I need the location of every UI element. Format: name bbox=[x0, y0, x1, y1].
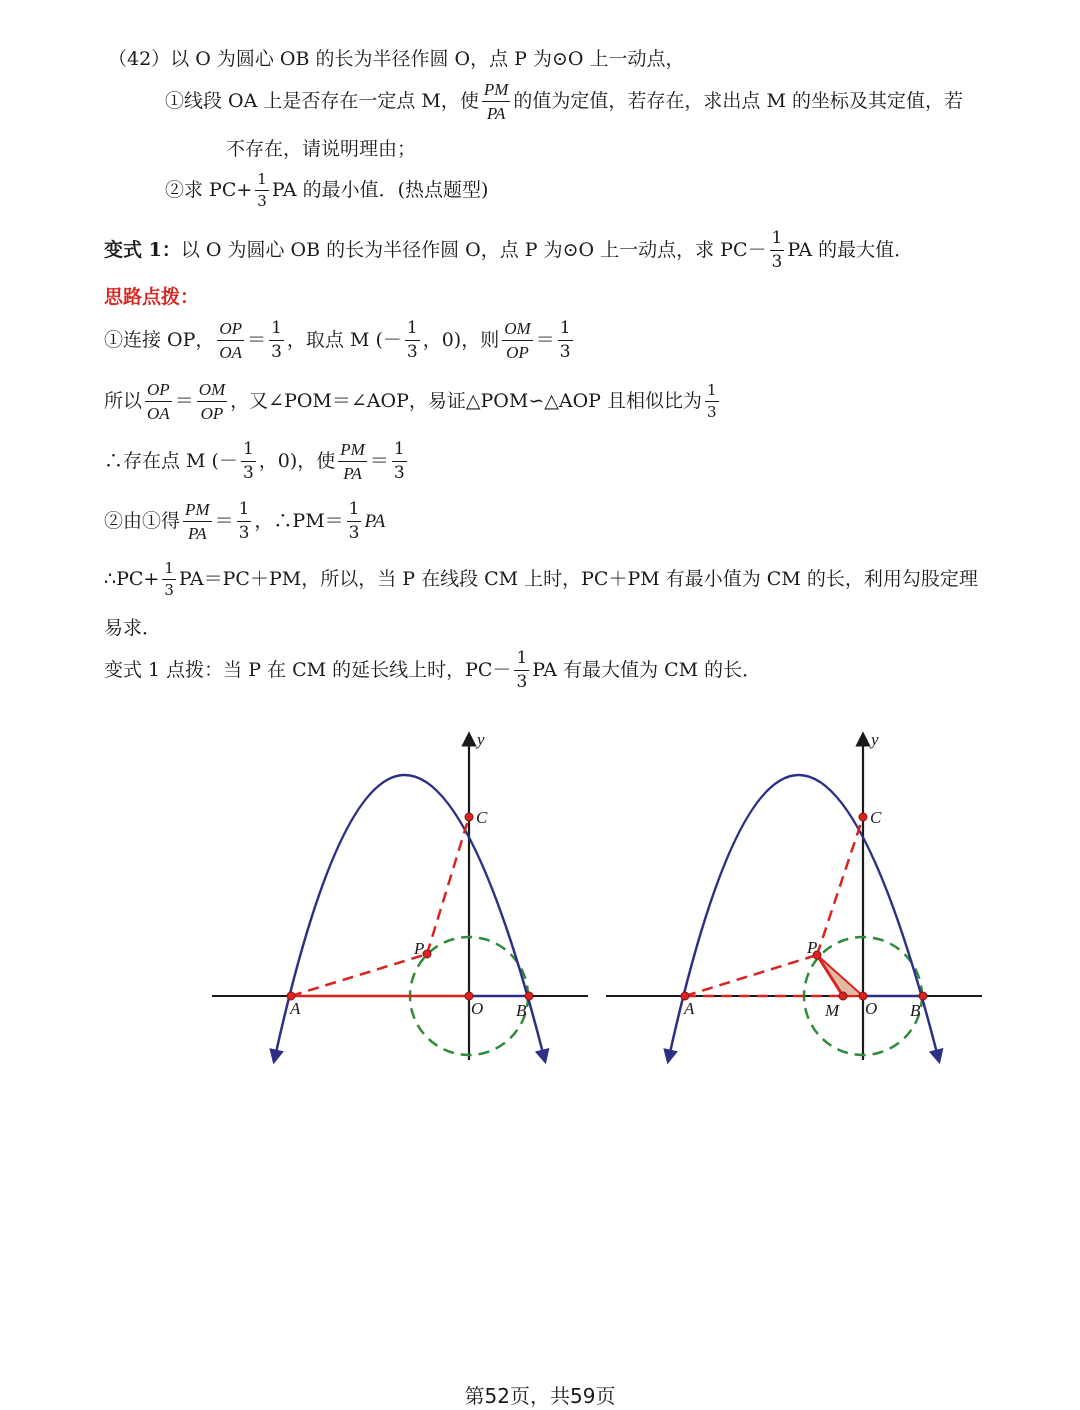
fraction-numerator: 1 bbox=[705, 383, 719, 402]
label-p: P bbox=[414, 939, 425, 958]
label-c: C bbox=[476, 808, 488, 827]
question-part2 bbox=[165, 172, 488, 210]
fraction-denominator: PA bbox=[486, 103, 506, 123]
fraction-numerator: 1 bbox=[770, 230, 785, 251]
fraction-numerator: 1 bbox=[405, 320, 420, 341]
fraction-one-third bbox=[705, 383, 719, 421]
fraction-numerator: OM bbox=[502, 320, 532, 341]
solution-step-2 bbox=[104, 381, 722, 423]
hint-title: 思路点拨： bbox=[104, 286, 200, 308]
fraction-denominator: 3 bbox=[771, 251, 783, 272]
fraction-denominator: 3 bbox=[257, 191, 267, 210]
fraction-one-third bbox=[162, 561, 176, 599]
part2-text-b: PA 的最小值．(热点题型) bbox=[271, 179, 489, 202]
fraction-numerator: OP bbox=[145, 381, 172, 402]
fraction-numerator: PM bbox=[482, 81, 511, 102]
solution-step-5 bbox=[104, 561, 978, 599]
y-axis-label: y bbox=[477, 730, 485, 749]
fraction-denominator: 3 bbox=[706, 402, 717, 421]
fraction-denominator: OA bbox=[147, 403, 170, 423]
parabola bbox=[275, 775, 544, 1057]
fraction-one-third bbox=[241, 441, 256, 483]
fraction-one-third bbox=[558, 320, 573, 362]
point-c bbox=[465, 813, 473, 821]
fraction-denominator: PA bbox=[188, 523, 207, 543]
variant-label: 变式 1： bbox=[104, 239, 181, 262]
solution-step-5-cont: 易求． bbox=[104, 617, 162, 639]
fraction-denominator: 3 bbox=[164, 580, 174, 599]
fraction-one-third bbox=[237, 501, 252, 543]
label-m: M bbox=[825, 1001, 840, 1020]
fraction-one-third bbox=[514, 650, 529, 692]
step3-text-b: ，0)，使 bbox=[258, 450, 336, 473]
equals-sign: ＝ bbox=[214, 510, 234, 533]
step1-text-a: ①连接 OP， bbox=[104, 329, 215, 352]
label-p: P bbox=[807, 938, 818, 957]
step1-text-b: ，取点 M (－ bbox=[286, 329, 402, 352]
variant-hint bbox=[104, 650, 761, 692]
fraction-denominator: 3 bbox=[559, 341, 571, 362]
solution-step-4 bbox=[104, 501, 385, 543]
segment-pc bbox=[817, 817, 863, 955]
part1-text-a: ①线段 OA 上是否存在一定点 M，使 bbox=[165, 90, 479, 113]
fraction-denominator: 3 bbox=[238, 522, 250, 543]
fraction-denominator: 3 bbox=[348, 522, 360, 543]
fraction-denominator: PA bbox=[343, 463, 362, 483]
figure-left bbox=[200, 725, 600, 1075]
fraction-op-oa bbox=[217, 320, 244, 362]
fraction-om-op bbox=[197, 381, 227, 423]
fraction-numerator: 1 bbox=[269, 320, 284, 341]
step5-text-b: PA＝PC＋PM，所以，当 P 在线段 CM 上时，PC＋PM 有最小值为 CM 的长，利用勾股定理 bbox=[178, 568, 978, 591]
step4-text-a: ②由①得 bbox=[104, 510, 181, 533]
fraction-numerator: 1 bbox=[347, 501, 362, 522]
step2-text-a: 所以 bbox=[104, 390, 143, 413]
point-b bbox=[525, 992, 533, 1000]
question-intro bbox=[108, 50, 684, 69]
fraction-numerator: OM bbox=[197, 381, 227, 402]
fraction-one-third bbox=[269, 320, 284, 362]
label-c: C bbox=[870, 808, 882, 827]
label-b: B bbox=[516, 1001, 527, 1020]
equals-sign: ＝ bbox=[535, 329, 555, 352]
question-part1-cont bbox=[226, 140, 416, 159]
fraction-om-op bbox=[502, 320, 532, 362]
fraction-pm-pa bbox=[482, 81, 511, 123]
equals-sign: ＝ bbox=[369, 450, 389, 473]
point-c bbox=[859, 813, 867, 821]
equals-sign: ＝ bbox=[247, 329, 267, 352]
label-o: O bbox=[471, 999, 484, 1018]
fraction-denominator: 3 bbox=[393, 462, 405, 483]
segment-pc bbox=[427, 817, 469, 954]
fraction-numerator: 1 bbox=[162, 561, 176, 580]
y-axis-label: y bbox=[871, 730, 879, 749]
step4-text-b: ，∴PM＝ bbox=[254, 510, 344, 533]
variant-text-b: PA 的最大值． bbox=[787, 239, 914, 262]
variant-text-a: 以 O 为圆心 OB 的长为半径作圆 O，点 P 为⊙O 上一动点，求 PC－ bbox=[180, 239, 767, 262]
solution-step-1 bbox=[104, 320, 576, 362]
figure-right bbox=[594, 725, 994, 1075]
point-b bbox=[919, 992, 927, 1000]
page-footer: 第52页，共59页 bbox=[464, 1384, 616, 1408]
question-part1 bbox=[165, 81, 963, 123]
fraction-one-third bbox=[405, 320, 420, 362]
fraction-pm-pa bbox=[338, 441, 367, 483]
label-a: A bbox=[290, 999, 301, 1018]
part1-text-c: 不存在，请说明理由； bbox=[226, 138, 417, 160]
fraction-one-third bbox=[392, 441, 407, 483]
part2-text-a: ②求 PC+ bbox=[165, 179, 253, 202]
fraction-denominator: 3 bbox=[271, 341, 282, 362]
step5-text-a: ∴PC+ bbox=[104, 568, 160, 591]
fraction-denominator: OA bbox=[219, 342, 243, 362]
fraction-numerator: PM bbox=[338, 441, 367, 462]
fraction-numerator: 1 bbox=[392, 441, 407, 462]
fraction-numerator: 1 bbox=[558, 320, 573, 341]
fraction-pm-pa bbox=[183, 501, 212, 543]
label-b: B bbox=[910, 1001, 921, 1020]
fraction-numerator: PM bbox=[183, 501, 212, 522]
fraction-numerator: 1 bbox=[255, 172, 269, 191]
fraction-one-third bbox=[255, 172, 269, 210]
step2-text-b: ，又∠POM＝∠AOP，易证△POM∽△AOP 且相似比为 bbox=[230, 390, 702, 413]
solution-step-3 bbox=[104, 441, 410, 483]
step1-text-c: ，0)，则 bbox=[422, 329, 500, 352]
step4-text-c: PA bbox=[364, 511, 386, 533]
step3-text-a: ∴存在点 M (－ bbox=[104, 450, 238, 473]
fraction-one-third bbox=[347, 501, 362, 543]
question-intro-text: 以 O 为圆心 OB 的长为半径作圆 O，点 P 为⊙O 上一动点， bbox=[170, 48, 685, 70]
fraction-denominator: OP bbox=[200, 403, 224, 423]
segment-ap bbox=[291, 954, 427, 996]
part1-text-b: 的值为定值，若存在，求出点 M 的坐标及其定值，若 bbox=[513, 90, 963, 113]
fraction-numerator: 1 bbox=[514, 650, 529, 671]
variant-1 bbox=[104, 230, 913, 272]
segment-ap bbox=[685, 955, 817, 996]
question-number: （42） bbox=[108, 48, 171, 70]
variant-hint-text-b: PA 有最大值为 CM 的长． bbox=[532, 659, 762, 682]
variant-hint-text-a: 变式 1 点拨：当 P 在 CM 的延长线上时，PC－ bbox=[104, 659, 512, 682]
label-o: O bbox=[865, 999, 878, 1018]
fraction-denominator: OP bbox=[506, 342, 529, 362]
fraction-one-third bbox=[770, 230, 785, 272]
fraction-numerator: OP bbox=[217, 320, 244, 341]
fraction-numerator: 1 bbox=[237, 501, 252, 522]
point-m bbox=[839, 992, 847, 1000]
parabola bbox=[669, 775, 938, 1057]
label-a: A bbox=[684, 999, 695, 1018]
fraction-op-oa bbox=[145, 381, 172, 423]
equals-sign: ＝ bbox=[174, 390, 194, 413]
fraction-denominator: 3 bbox=[406, 341, 418, 362]
fraction-denominator: 3 bbox=[516, 671, 528, 692]
fraction-denominator: 3 bbox=[242, 462, 254, 483]
fraction-numerator: 1 bbox=[241, 441, 256, 462]
